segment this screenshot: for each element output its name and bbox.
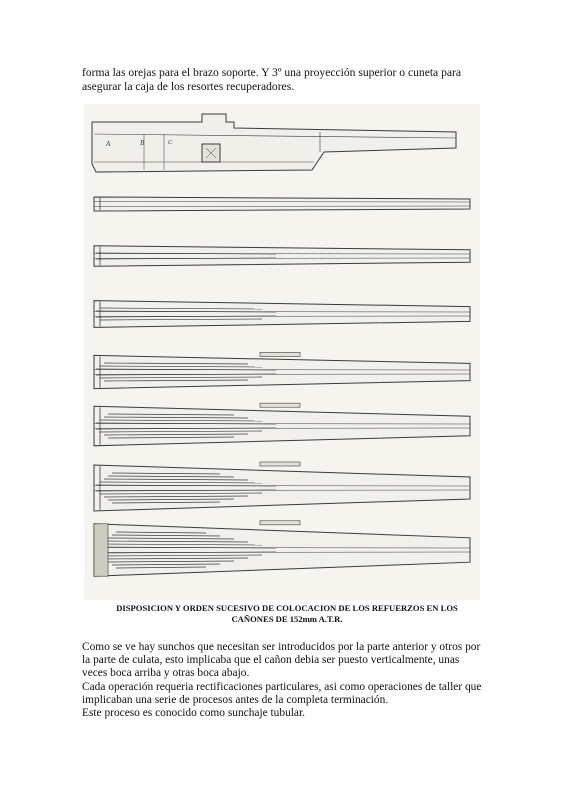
hoop-collar — [260, 403, 300, 407]
body-line: la parte de culata, esto implicaba que el cañon debia ser puesto verticalmente, unas — [82, 654, 460, 667]
barrel-stage-outline — [94, 524, 470, 576]
intro-paragraph — [82, 66, 492, 94]
figure-caption — [82, 603, 492, 625]
body-line: veces boca arriba y otras boca abajo. — [82, 667, 250, 680]
cannon-reinforcement-figure — [84, 104, 480, 600]
breech-block — [94, 524, 108, 576]
body-paragraph — [82, 641, 492, 720]
barrel-stage-outline — [94, 355, 470, 388]
caption-line-1: DISPOSICION Y ORDEN SUCESIVO DE COLOCACION DE LOS REFUERZOS EN LOS — [116, 603, 458, 613]
barrel-stage-outline — [94, 197, 470, 211]
intro-line-2: asegurar la caja de los resortes recuperadores. — [82, 80, 295, 93]
barrel-stage-outline — [94, 465, 470, 511]
caption-line-2: CAÑONES DE 152mm A.T.R. — [231, 614, 343, 624]
hoop-collar — [260, 462, 300, 466]
intro-line-1: forma las orejas para el brazo soporte. Y 3º una proyección superior o cuneta para — [82, 66, 462, 79]
barrel-stage-outline — [94, 301, 470, 328]
body-line: implicaban una serie de procesos antes de la completa terminación. — [82, 693, 389, 706]
hoop-collar — [260, 521, 300, 525]
body-line: Cada operación requeria rectificaciones particulares, asi como operaciones de taller que — [82, 680, 482, 693]
barrel-stage-outline — [94, 246, 470, 266]
barrel-stage-outline — [94, 406, 470, 446]
gun-assembly-outline — [92, 114, 456, 172]
figure-label-b: B — [140, 139, 145, 147]
figure-label-c: C — [168, 140, 173, 146]
body-line: Como se ve hay sunchos que necesitan ser introducidos por la parte anterior y otros por — [82, 641, 481, 653]
figure-label-a: A — [106, 140, 111, 148]
body-line: Este proceso es conocido como sunchaje tubular. — [82, 707, 306, 720]
hoop-collar — [260, 352, 300, 356]
